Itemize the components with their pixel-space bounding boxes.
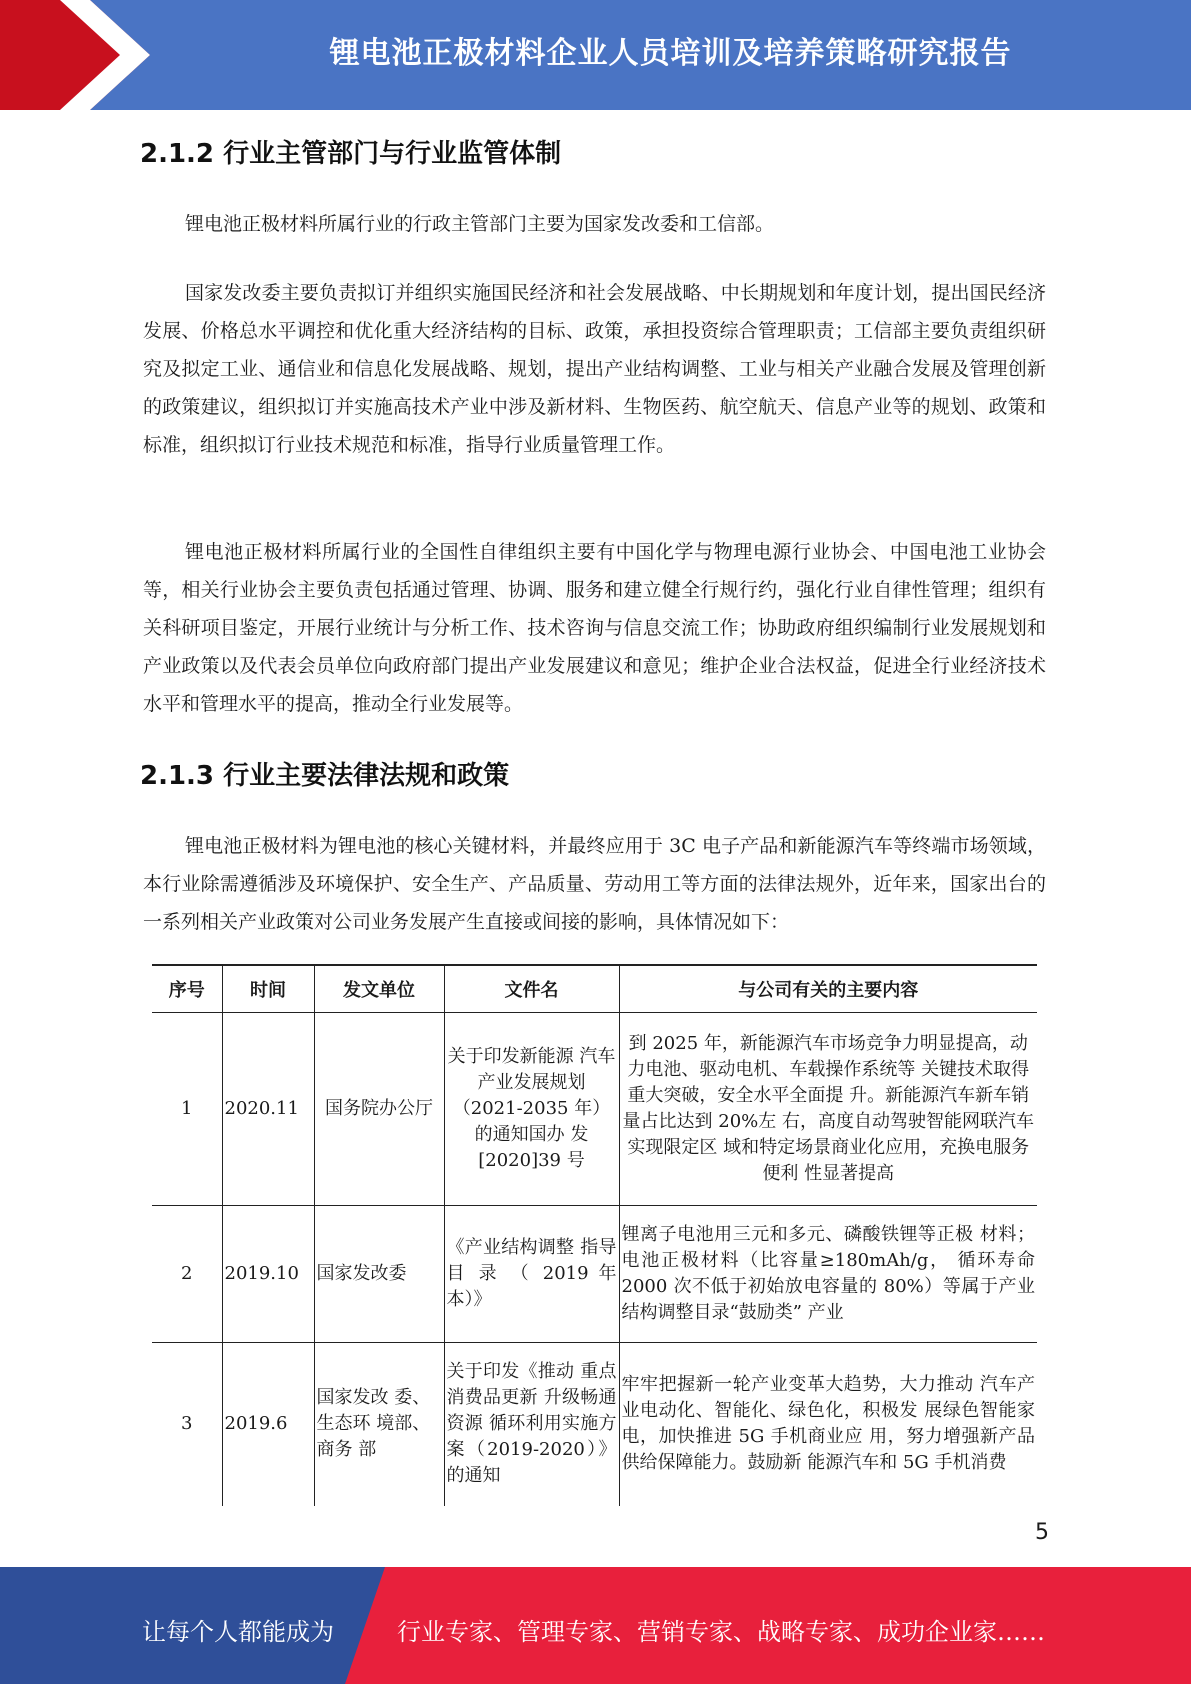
table-cell: 到 2025 年，新能源汽车市场竞争力明显提高，动力电池、驱动电机、车载操作系统等 关键技术取得重大突破，安全水平全面提 升。新能源汽车新车销量占比达到 20%左 右，高度自动驾驶智能网联汽车实现限定区 域和特定场景商业化应用，充换电服务便利 性显著提高 — [619, 1013, 1037, 1206]
section-heading-2-1-2: 2.1.2 行业主管部门与行业监管体制 — [140, 139, 562, 169]
table-row — [152, 1013, 1037, 1206]
paragraph: 锂电池正极材料为锂电池的核心关键材料，并最终应用于 3C 电子产品和新能源汽车等终端市场领域，本行业除需遵循涉及环境保护、安全生产、产品质量、劳动用工等方面的法律法规外，近年来，国家出台的一系列相关产业政策对公司业务发展产生直接或间接的影响，具体情况如下： — [143, 835, 1046, 933]
column-header: 与公司有关的主要内容 — [619, 965, 1037, 1013]
report-title: 锂电池正极材料企业人员培训及培养策略研究报告 — [329, 36, 1012, 71]
table-row — [152, 1343, 1037, 1506]
footer-slogan-left: 让每个人都能成为 — [142, 1618, 334, 1646]
column-header: 发文单位 — [314, 965, 444, 1013]
paragraph: 锂电池正极材料所属行业的全国性自律组织主要有中国化学与物理电源行业协会、中国电池工业协会等，相关行业协会主要负责包括通过管理、协调、服务和建立健全行规行约，强化行业自律性管理；组织有关科研项目鉴定，开展行业统计与分析工作、技术咨询与信息交流工作；协助政府组织编制行业发展规划和产业政策以及代表会员单位向政府部门提出产业发展建议和意见；维护企业合法权益，促进全行业经济技术水平和管理水平的提高，推动全行业发展等。 — [143, 541, 1046, 715]
table-cell: 国务院办公厅 — [314, 1013, 444, 1206]
table-cell: 牢牢把握新一轮产业变革大趋势，大力推动 汽车产业电动化、智能化、绿色化，积极发 展绿色智能家电，加快推进 5G 手机商业应 用，努力增强新产品供给保障能力。鼓励新 能源汽车和 5G 手机消费 — [619, 1343, 1037, 1506]
table-cell: 《产业结构调整 指导 目 录 （ 2019 年本）》 — [444, 1206, 619, 1343]
table-cell: 国家发改 委、生态环 境部、商务 部 — [314, 1343, 444, 1506]
table-cell: 3 — [181, 1413, 193, 1435]
column-header: 序号 — [152, 965, 222, 1013]
table-cell: 2019.6 — [222, 1343, 314, 1506]
page-number: 5 — [1035, 1520, 1049, 1545]
footer-slogan-right: 行业专家、管理专家、营销专家、战略专家、成功企业家…… — [397, 1618, 1045, 1646]
table-row — [152, 1206, 1037, 1343]
section-heading-2-1-3: 2.1.3 行业主要法律法规和政策 — [140, 761, 510, 791]
table-cell: 1 — [152, 1013, 222, 1206]
column-header: 文件名 — [444, 965, 619, 1013]
table-header-row — [152, 965, 1037, 1013]
table-cell: 2019.10 — [222, 1206, 314, 1343]
policy-table — [152, 964, 1037, 1506]
table-cell: 关于印发《推动 重点消费品更新 升级畅通资源 循环利用实施方 案（2019-2020）》 的通知 — [444, 1343, 619, 1506]
column-header: 时间 — [222, 965, 314, 1013]
paragraph: 国家发改委主要负责拟订并组织实施国民经济和社会发展战略、中长期规划和年度计划，提出国民经济发展、价格总水平调控和优化重大经济结构的目标、政策，承担投资综合管理职责；工信部主要负责组织研究及拟定工业、通信业和信息化发展战略、规划，提出产业结构调整、工业与相关产业融合发展及管理创新的政策建议，组织拟订并实施高技术产业中涉及新材料、生物医药、航空航天、信息产业等的规划、政策和标准，组织拟订行业技术规范和标准，指导行业质量管理工作。 — [143, 282, 1046, 456]
table-cell: 国家发改委 — [314, 1206, 444, 1343]
table-cell: 2020.11 — [222, 1013, 314, 1206]
paragraph: 锂电池正极材料所属行业的行政主管部门主要为国家发改委和工信部。 — [185, 213, 775, 235]
page-header — [0, 0, 1191, 110]
table-cell: 锂离子电池用三元和多元、磷酸铁锂等正极 材料；电池正极材料（比容量≥180mAh/g， 循环寿命 2000 次不低于初始放电容量的 80%）等属于产业结构调整目录“鼓励类” 产业 — [619, 1206, 1037, 1343]
table-cell: 关于印发新能源 汽车产业发展规划（2021-2035 年）的通知国办 发[2020]39 号 — [444, 1013, 619, 1206]
table-cell: 2 — [152, 1206, 222, 1343]
